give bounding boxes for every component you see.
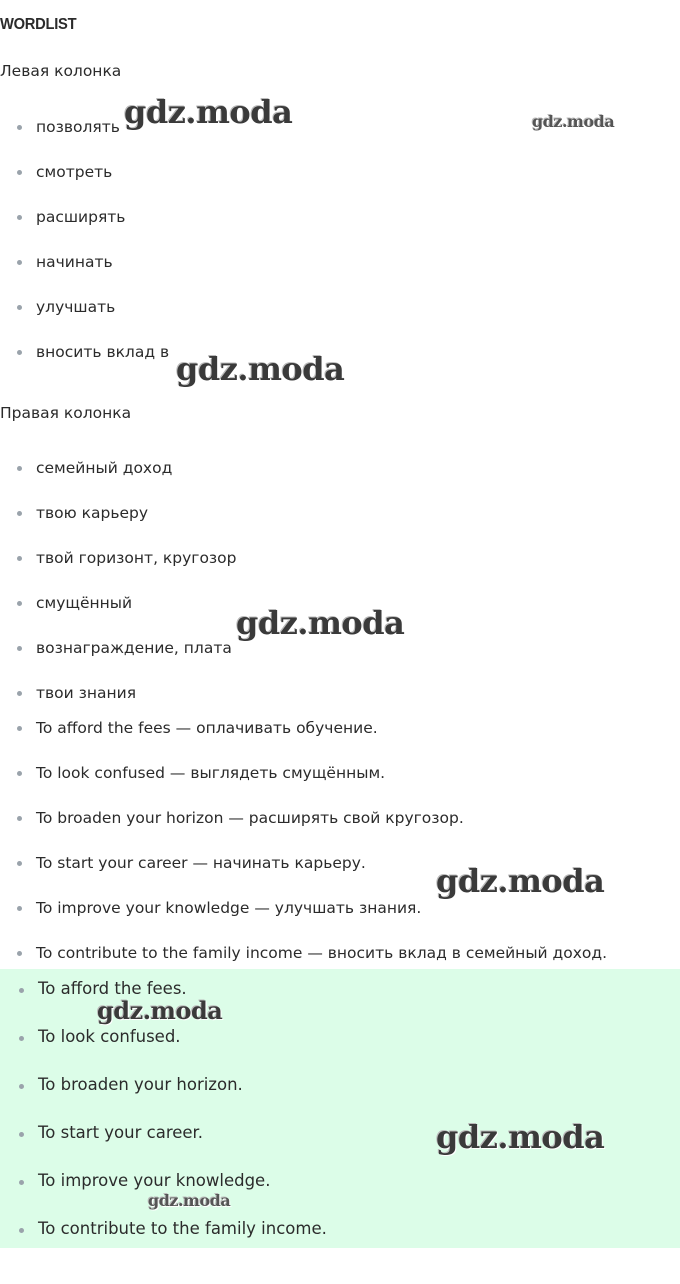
list-item: твои знания: [0, 683, 680, 703]
bullet-icon: [17, 816, 22, 821]
left-column-heading: Левая колонка: [0, 62, 122, 80]
left-column-list: [0, 117, 680, 362]
bullet-icon: [17, 861, 22, 866]
list-item: To contribute to the family income.: [0, 1219, 680, 1239]
watermark-logo: gdz.moda: [97, 996, 223, 1025]
list-item: To start your career.: [0, 1123, 680, 1143]
bullet-icon: [17, 511, 22, 516]
watermark-logo: gdz.moda: [236, 604, 405, 642]
watermark-logo: gdz.moda: [176, 350, 345, 388]
bullet-icon: [19, 1084, 24, 1089]
phrases-list: [0, 718, 680, 963]
bullet-icon: [17, 556, 22, 561]
list-item: To improve your knowledge — улучшать знания.: [0, 898, 680, 918]
list-item: позволять: [0, 117, 680, 137]
list-item: твою карьеру: [0, 503, 680, 523]
right-column-heading: Правая колонка: [0, 404, 132, 422]
bullet-icon: [17, 350, 22, 355]
bullet-icon: [19, 988, 24, 993]
list-item: To start your career — начинать карьеру.: [0, 853, 680, 873]
list-item: To improve your knowledge.: [0, 1171, 680, 1191]
bullet-icon: [17, 646, 22, 651]
list-item: вносить вклад в: [0, 342, 680, 362]
watermark-logo: gdz.moda: [532, 112, 615, 131]
bullet-icon: [17, 771, 22, 776]
bullet-icon: [19, 1132, 24, 1137]
watermark-logo: gdz.moda: [436, 1118, 605, 1156]
list-item: смущённый: [0, 593, 680, 613]
bullet-icon: [17, 951, 22, 956]
list-item: смотреть: [0, 162, 680, 182]
bullet-icon: [17, 260, 22, 265]
bullet-icon: [17, 726, 22, 731]
bullet-icon: [19, 1180, 24, 1185]
list-item: To afford the fees — оплачивать обучение.: [0, 718, 680, 738]
list-item: начинать: [0, 252, 680, 272]
watermark-logo: gdz.moda: [436, 862, 605, 900]
bullet-icon: [17, 906, 22, 911]
list-item: семейный доход: [0, 458, 680, 478]
list-item: To look confused.: [0, 1027, 680, 1047]
bullet-icon: [19, 1228, 24, 1233]
right-column-list: [0, 458, 680, 703]
list-item: расширять: [0, 207, 680, 227]
list-item: To look confused — выглядеть смущённым.: [0, 763, 680, 783]
list-item: твой горизонт, кругозор: [0, 548, 680, 568]
bullet-icon: [17, 305, 22, 310]
list-item: To broaden your horizon.: [0, 1075, 680, 1095]
bullet-icon: [17, 170, 22, 175]
bullet-icon: [17, 125, 22, 130]
bullet-icon: [17, 466, 22, 471]
watermark-logo: gdz.moda: [148, 1191, 231, 1210]
bullet-icon: [17, 215, 22, 220]
bullet-icon: [17, 691, 22, 696]
list-item: To contribute to the family income — вносить вклад в семейный доход.: [0, 943, 680, 963]
list-item: вознаграждение, плата: [0, 638, 680, 658]
list-item: улучшать: [0, 297, 680, 317]
bullet-icon: [19, 1036, 24, 1041]
page-title: WORDLIST: [0, 16, 77, 33]
watermark-logo: gdz.moda: [124, 93, 293, 131]
list-item: To broaden your horizon — расширять свой кругозор.: [0, 808, 680, 828]
bullet-icon: [17, 601, 22, 606]
list-item: To afford the fees.: [0, 979, 680, 999]
